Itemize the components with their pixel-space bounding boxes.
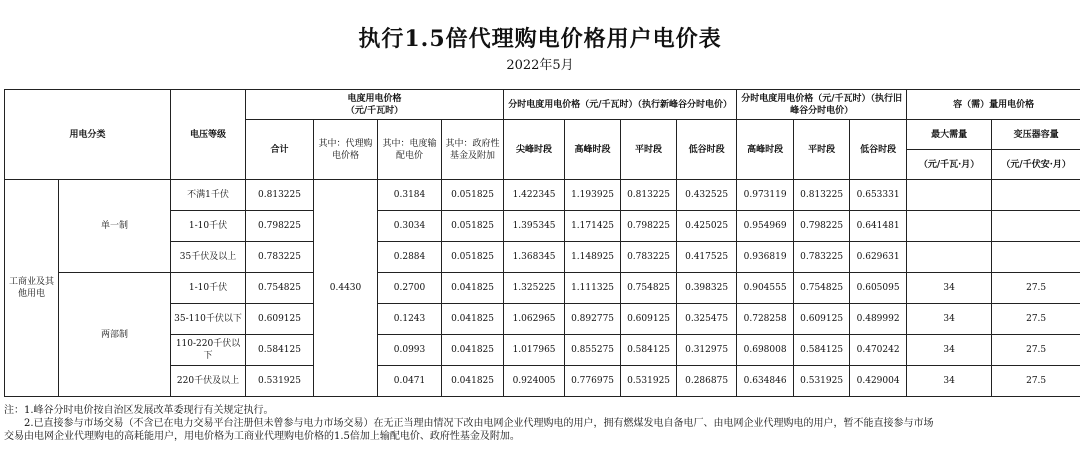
old-low-price-cell: 0.641481 (850, 211, 907, 242)
transmission-price-cell: 0.3184 (378, 180, 442, 211)
gov-fund-cell: 0.051825 (442, 180, 504, 211)
old-low-price-cell: 0.605095 (850, 273, 907, 304)
header-total: 合计 (246, 120, 314, 180)
old-high-price-cell: 0.698008 (737, 335, 794, 366)
header-new-flat: 平时段 (621, 120, 677, 180)
header-old-low: 低谷时段 (850, 120, 907, 180)
old-flat-price-cell: 0.609125 (794, 304, 850, 335)
transformer-price-cell (992, 242, 1080, 273)
max-demand-price-cell: 34 (907, 335, 992, 366)
new-flat-price-cell: 0.584125 (621, 335, 677, 366)
total-price-cell: 0.584125 (246, 335, 314, 366)
category-cell: 工商业及其他用电 (5, 180, 59, 397)
new-high-price-cell: 1.148925 (565, 242, 621, 273)
page-subtitle: 2022年5月 (506, 58, 574, 73)
header-new-low: 低谷时段 (677, 120, 737, 180)
old-flat-price-cell: 0.584125 (794, 335, 850, 366)
total-price-cell: 0.609125 (246, 304, 314, 335)
new-flat-price-cell: 0.783225 (621, 242, 677, 273)
new-peak-price-cell: 1.062965 (504, 304, 565, 335)
price-table (4, 89, 1080, 397)
max-demand-price-cell (907, 180, 992, 211)
new-peak-price-cell: 1.368345 (504, 242, 565, 273)
new-low-price-cell: 0.417525 (677, 242, 737, 273)
old-flat-price-cell: 0.531925 (794, 366, 850, 397)
new-high-price-cell: 0.776975 (565, 366, 621, 397)
new-peak-price-cell: 1.325225 (504, 273, 565, 304)
gov-fund-cell: 0.041825 (442, 304, 504, 335)
gov-fund-cell: 0.051825 (442, 211, 504, 242)
total-price-cell: 0.783225 (246, 242, 314, 273)
gov-fund-cell: 0.041825 (442, 366, 504, 397)
new-low-price-cell: 0.398325 (677, 273, 737, 304)
new-low-price-cell: 0.286875 (677, 366, 737, 397)
header-tou-old: 分时电度用电价格（元/千瓦时）（执行旧峰谷分时电价） (737, 90, 907, 120)
max-demand-price-cell: 34 (907, 366, 992, 397)
new-flat-price-cell: 0.798225 (621, 211, 677, 242)
group-cell-single: 单一制 (59, 180, 171, 273)
max-demand-price-cell (907, 211, 992, 242)
old-flat-price-cell: 0.813225 (794, 180, 850, 211)
old-high-price-cell: 0.634846 (737, 366, 794, 397)
new-peak-price-cell: 1.017965 (504, 335, 565, 366)
transmission-price-cell: 0.3034 (378, 211, 442, 242)
old-low-price-cell: 0.429004 (850, 366, 907, 397)
transformer-price-cell: 27.5 (992, 335, 1080, 366)
voltage-cell: 35千伏及以上 (171, 242, 246, 273)
gov-fund-cell: 0.041825 (442, 273, 504, 304)
new-high-price-cell: 1.111325 (565, 273, 621, 304)
header-old-flat: 平时段 (794, 120, 850, 180)
gov-fund-cell: 0.041825 (442, 335, 504, 366)
transformer-price-cell (992, 211, 1080, 242)
new-flat-price-cell: 0.754825 (621, 273, 677, 304)
gov-fund-cell: 0.051825 (442, 242, 504, 273)
total-price-cell: 0.754825 (246, 273, 314, 304)
agency-price-cell: 0.4430 (314, 180, 378, 397)
header-voltage: 电压等级 (171, 90, 246, 180)
header-new-peak: 尖峰时段 (504, 120, 565, 180)
header-old-high: 高峰时段 (737, 120, 794, 180)
max-demand-price-cell: 34 (907, 273, 992, 304)
new-high-price-cell: 0.855275 (565, 335, 621, 366)
old-low-price-cell: 0.653331 (850, 180, 907, 211)
voltage-cell: 35-110千伏以下 (171, 304, 246, 335)
new-low-price-cell: 0.425025 (677, 211, 737, 242)
header-transformer: 变压器容量 (992, 120, 1080, 150)
header-max-demand: 最大需量 (907, 120, 992, 150)
old-flat-price-cell: 0.754825 (794, 273, 850, 304)
transformer-price-cell: 27.5 (992, 366, 1080, 397)
header-agency: 其中：代理购电价格 (314, 120, 378, 180)
voltage-cell: 1-10千伏 (171, 211, 246, 242)
transformer-price-cell (992, 180, 1080, 211)
footnotes (4, 404, 1076, 443)
transmission-price-cell: 0.0993 (378, 335, 442, 366)
old-high-price-cell: 0.936819 (737, 242, 794, 273)
old-high-price-cell: 0.973119 (737, 180, 794, 211)
new-flat-price-cell: 0.609125 (621, 304, 677, 335)
footnote-line: 2.已直接参与市场交易（不含已在电力交易平台注册但未曾参与电力市场交易）在无正当理由情况下改由电网企业代理购电的用户，拥有燃煤发电自备电厂、由电网企业代理购电的用户，暂不能直接参与市场 (4, 418, 934, 429)
table-row (5, 180, 1080, 211)
table-row (5, 273, 1080, 304)
transformer-price-cell: 27.5 (992, 304, 1080, 335)
header-new-high: 高峰时段 (565, 120, 621, 180)
footnote-line: 注：1.峰谷分时电价按自治区发展改革委现行有关规定执行。 (4, 405, 274, 416)
new-low-price-cell: 0.325475 (677, 304, 737, 335)
old-low-price-cell: 0.470242 (850, 335, 907, 366)
total-price-cell: 0.813225 (246, 180, 314, 211)
new-low-price-cell: 0.312975 (677, 335, 737, 366)
voltage-cell: 220千伏及以上 (171, 366, 246, 397)
voltage-cell: 1-10千伏 (171, 273, 246, 304)
old-flat-price-cell: 0.798225 (794, 211, 850, 242)
old-low-price-cell: 0.489992 (850, 304, 907, 335)
total-price-cell: 0.798225 (246, 211, 314, 242)
header-transmission: 其中：电度输配电价 (378, 120, 442, 180)
old-low-price-cell: 0.629631 (850, 242, 907, 273)
old-high-price-cell: 0.728258 (737, 304, 794, 335)
new-peak-price-cell: 1.422345 (504, 180, 565, 211)
new-low-price-cell: 0.432525 (677, 180, 737, 211)
header-gov-fund: 其中：政府性基金及附加 (442, 120, 504, 180)
max-demand-price-cell (907, 242, 992, 273)
transmission-price-cell: 0.2884 (378, 242, 442, 273)
header-max-demand-unit: （元/千瓦·月） (907, 150, 992, 180)
total-price-cell: 0.531925 (246, 366, 314, 397)
new-high-price-cell: 1.193925 (565, 180, 621, 211)
group-cell-two-part: 两部制 (59, 273, 171, 397)
transmission-price-cell: 0.0471 (378, 366, 442, 397)
old-flat-price-cell: 0.783225 (794, 242, 850, 273)
new-flat-price-cell: 0.813225 (621, 180, 677, 211)
header-kwh-price: 电度用电价格 （元/千瓦时） (246, 90, 504, 120)
header-tou-new: 分时电度用电价格（元/千瓦时）（执行新峰谷分时电价） (504, 90, 737, 120)
new-high-price-cell: 1.171425 (565, 211, 621, 242)
header-capacity: 容（需）量用电价格 (907, 90, 1080, 120)
new-peak-price-cell: 0.924005 (504, 366, 565, 397)
header-category: 用电分类 (5, 90, 171, 180)
page-title: 执行1.5倍代理购电价格用户电价表 (358, 26, 722, 52)
transmission-price-cell: 0.2700 (378, 273, 442, 304)
transformer-price-cell: 27.5 (992, 273, 1080, 304)
footnote-line: 交易由电网企业代理购电的高耗能用户，用电价格为工商业代理购电价格的1.5倍加上输配电价、政府性基金及附加。 (4, 431, 520, 442)
old-high-price-cell: 0.954969 (737, 211, 794, 242)
old-high-price-cell: 0.904555 (737, 273, 794, 304)
transmission-price-cell: 0.1243 (378, 304, 442, 335)
header-transformer-unit: （元/千伏安·月） (992, 150, 1080, 180)
new-peak-price-cell: 1.395345 (504, 211, 565, 242)
new-high-price-cell: 0.892775 (565, 304, 621, 335)
max-demand-price-cell: 34 (907, 304, 992, 335)
voltage-cell: 不满1千伏 (171, 180, 246, 211)
voltage-cell: 110-220千伏以下 (171, 335, 246, 366)
new-flat-price-cell: 0.531925 (621, 366, 677, 397)
